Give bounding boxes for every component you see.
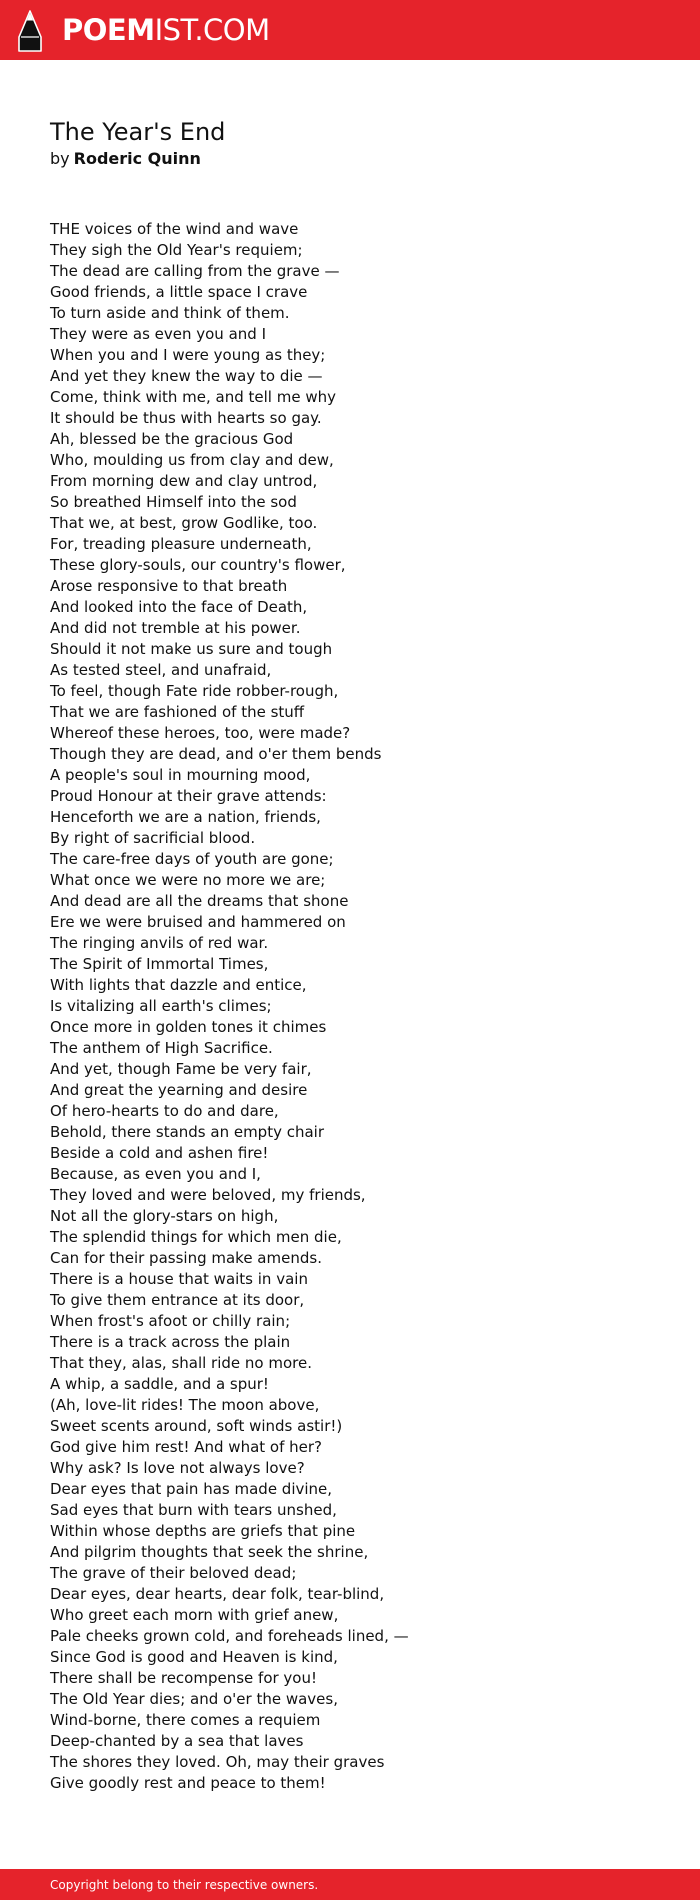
poem-line: For, treading pleasure underneath,: [50, 535, 312, 553]
poem-line: Why ask? Is love not always love?: [50, 1459, 305, 1477]
poem-line: Give goodly rest and peace to them!: [50, 1774, 326, 1792]
poem-line: Since God is good and Heaven is kind,: [50, 1648, 338, 1666]
poem-line: They loved and were beloved, my friends,: [50, 1186, 366, 1204]
site-logo[interactable]: [62, 12, 270, 48]
poem-line: Once more in golden tones it chimes: [50, 1018, 327, 1036]
poem-line: That we, at best, grow Godlike, too.: [50, 514, 318, 532]
pencil-tip-icon[interactable]: [17, 10, 43, 52]
poem-line: That they, alas, shall ride no more.: [50, 1354, 312, 1372]
poem-line: And great the yearning and desire: [50, 1081, 308, 1099]
poem-line: And yet, though Fame be very fair,: [50, 1060, 312, 1078]
poem-line: The care-free days of youth are gone;: [50, 850, 334, 868]
poem-line: (Ah, love-lit rides! The moon above,: [50, 1396, 320, 1414]
poem-line: Who greet each morn with grief anew,: [50, 1606, 339, 1624]
poem-line: Ah, blessed be the gracious God: [50, 430, 294, 448]
poem-line: To turn aside and think of them.: [50, 304, 290, 322]
poem-line: And pilgrim thoughts that seek the shrine,: [50, 1543, 369, 1561]
poem-line: Arose responsive to that breath: [50, 577, 288, 595]
poem-line: To give them entrance at its door,: [50, 1291, 305, 1309]
poem-line: The dead are calling from the grave —: [50, 262, 340, 280]
poem-line: Sweet scents around, soft winds astir!): [50, 1417, 343, 1435]
site-header: [0, 0, 700, 60]
poem-line: The Old Year dies; and o'er the waves,: [50, 1690, 338, 1708]
poem-line: And yet they knew the way to die —: [50, 367, 323, 385]
poem-line: As tested steel, and unafraid,: [50, 661, 272, 679]
poem-line: That we are fashioned of the stuff: [50, 703, 305, 721]
poem-line: Within whose depths are griefs that pine: [50, 1522, 356, 1540]
byline: [50, 148, 201, 170]
poem-line: The shores they loved. Oh, may their graves: [50, 1753, 385, 1771]
poem-line: Henceforth we are a nation, friends,: [50, 808, 321, 826]
poem-line: There is a house that waits in vain: [50, 1270, 308, 1288]
poem-line: Ere we were bruised and hammered on: [50, 913, 346, 931]
poem-line: Because, as even you and I,: [50, 1165, 261, 1183]
poem-line: They were as even you and I: [50, 325, 266, 343]
poem-line: To feel, though Fate ride robber-rough,: [50, 682, 339, 700]
poem-line: And dead are all the dreams that shone: [50, 892, 349, 910]
poem-line: A whip, a saddle, and a spur!: [50, 1375, 269, 1393]
poem-line: Not all the glory-stars on high,: [50, 1207, 279, 1225]
site-footer: [0, 1869, 700, 1900]
poem-line: Can for their passing make amends.: [50, 1249, 322, 1267]
poem-line: Of hero-hearts to do and dare,: [50, 1102, 279, 1120]
poem-line: The Spirit of Immortal Times,: [50, 955, 269, 973]
poem-line: From morning dew and clay untrod,: [50, 472, 318, 490]
poem-line: Deep-chanted by a sea that laves: [50, 1732, 304, 1750]
poem-line: THE voices of the wind and wave: [50, 220, 299, 238]
poem-line: Whereof these heroes, too, were made?: [50, 724, 351, 742]
poem-line: And did not tremble at his power.: [50, 619, 301, 637]
poem-line: Dear eyes, dear hearts, dear folk, tear-blind,: [50, 1585, 385, 1603]
copyright-text: Copyright belong to their respective owners.: [50, 1878, 319, 1892]
poem-line: It should be thus with hearts so gay.: [50, 409, 322, 427]
poem-line: Though they are dead, and o'er them bends: [50, 745, 382, 763]
poem-line: The ringing anvils of red war.: [50, 934, 269, 952]
poem-line: Dear eyes that pain has made divine,: [50, 1480, 333, 1498]
poem-line: With lights that dazzle and entice,: [50, 976, 307, 994]
poem-line: Beside a cold and ashen fire!: [50, 1144, 269, 1162]
poem-title: The Year's End: [50, 118, 226, 146]
poem-line: A people's soul in mourning mood,: [50, 766, 311, 784]
poem-line: So breathed Himself into the sod: [50, 493, 297, 511]
poem-line: Good friends, a little space I crave: [50, 283, 308, 301]
poem-line: Proud Honour at their grave attends:: [50, 787, 327, 805]
poem-line: Wind-borne, there comes a requiem: [50, 1711, 321, 1729]
poem-body: [50, 219, 650, 1794]
poem-line: When frost's afoot or chilly rain;: [50, 1312, 291, 1330]
poem-line: And looked into the face of Death,: [50, 598, 308, 616]
logo-bold-text: POEM: [62, 13, 155, 47]
logo-light-text: IST.COM: [154, 13, 270, 47]
poem-line: The anthem of High Sacrifice.: [50, 1039, 273, 1057]
poem-line: When you and I were young as they;: [50, 346, 326, 364]
poem-line: There shall be recompense for you!: [50, 1669, 318, 1687]
poem-line: The splendid things for which men die,: [50, 1228, 342, 1246]
poem-line: By right of sacrificial blood.: [50, 829, 256, 847]
poem-line: They sigh the Old Year's requiem;: [50, 241, 303, 259]
poem-line: Pale cheeks grown cold, and foreheads lined, —: [50, 1627, 409, 1645]
poem-line: The grave of their beloved dead;: [50, 1564, 297, 1582]
poem-line: These glory-souls, our country's flower,: [50, 556, 346, 574]
poem-line: God give him rest! And what of her?: [50, 1438, 323, 1456]
poem-line: Is vitalizing all earth's climes;: [50, 997, 272, 1015]
poem-line: Should it not make us sure and tough: [50, 640, 333, 658]
poem-line: Sad eyes that burn with tears unshed,: [50, 1501, 337, 1519]
by-label: by: [50, 149, 70, 168]
poem-line: What once we were no more we are;: [50, 871, 326, 889]
poem-line: Come, think with me, and tell me why: [50, 388, 336, 406]
poem-line: Behold, there stands an empty chair: [50, 1123, 325, 1141]
author-link[interactable]: Roderic Quinn: [73, 149, 201, 168]
poem-line: There is a track across the plain: [50, 1333, 291, 1351]
poem-line: Who, moulding us from clay and dew,: [50, 451, 334, 469]
